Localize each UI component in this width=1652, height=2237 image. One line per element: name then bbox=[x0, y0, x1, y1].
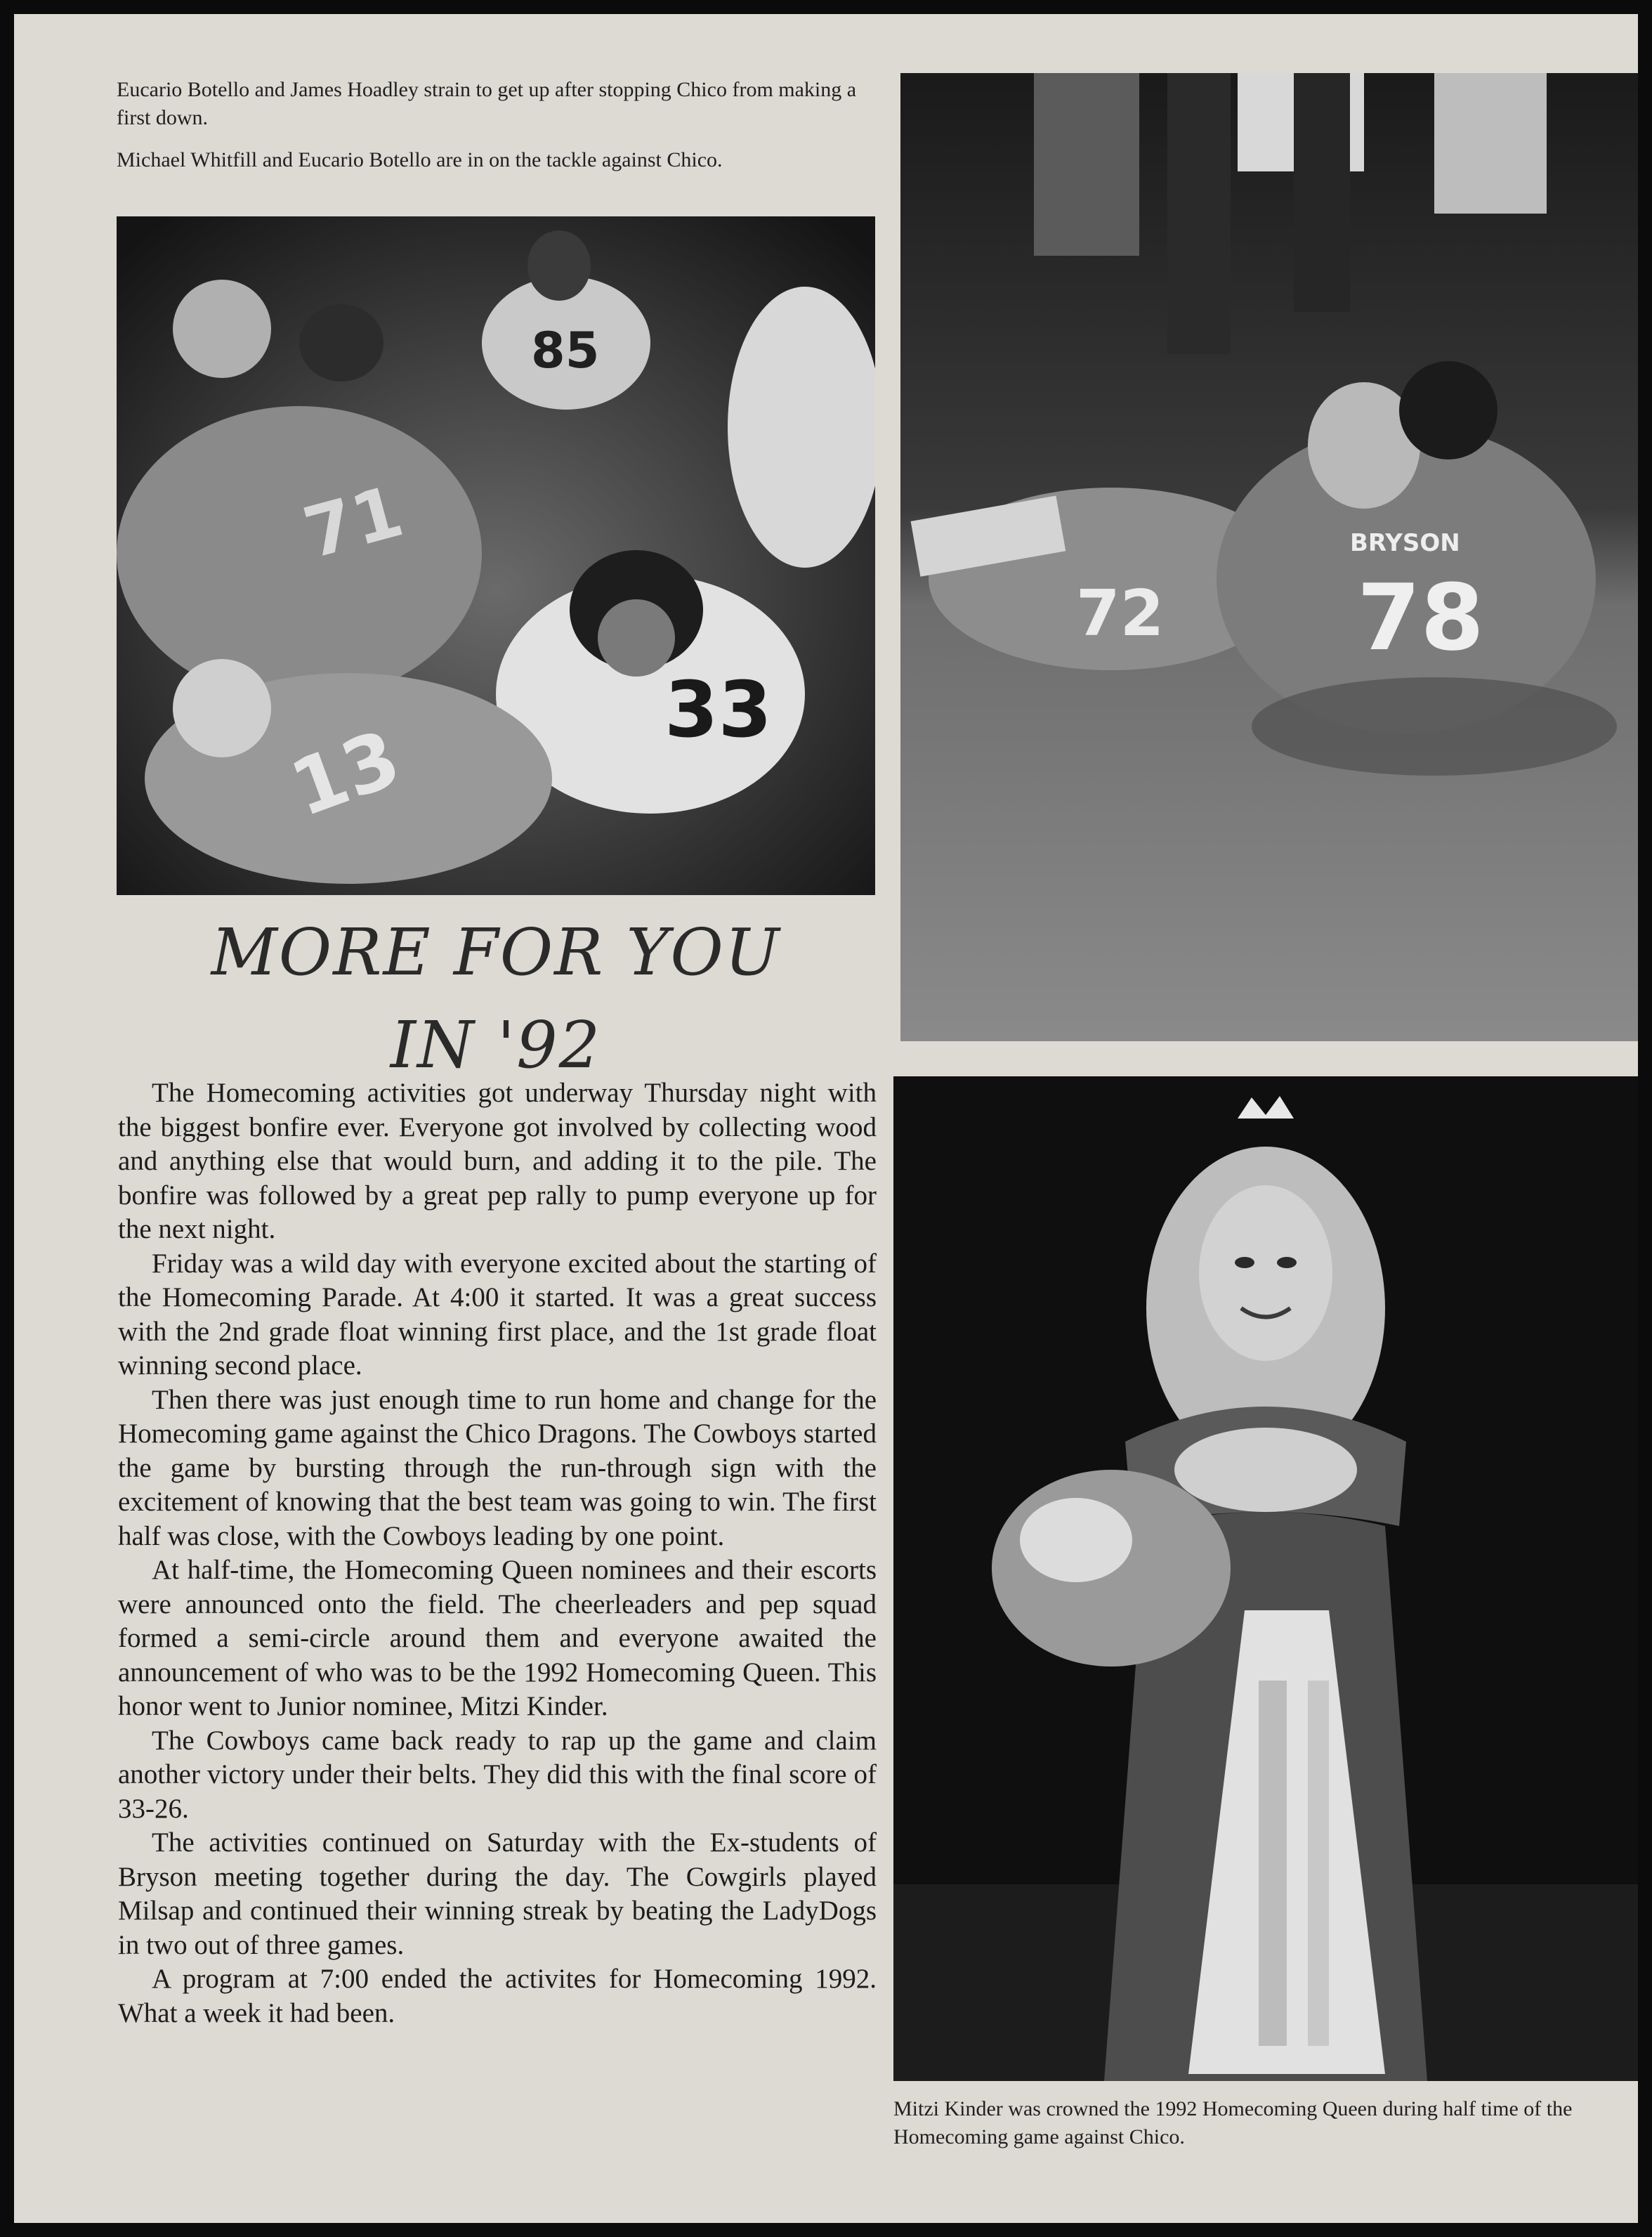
story-body bbox=[118, 1076, 877, 2030]
story-paragraph: A program at 7:00 ended the activites for Homecoming 1992. What a week it had been. bbox=[118, 1964, 877, 2028]
jersey-number-red-kneeling: 78 bbox=[1357, 564, 1484, 671]
jersey-number-red-b: 13 bbox=[279, 712, 412, 835]
jersey-number-red-left: 72 bbox=[1076, 577, 1165, 651]
jersey-number-white-front: 33 bbox=[664, 665, 773, 755]
headline-line-1: MORE FOR YOU bbox=[211, 915, 781, 990]
field-players-photo bbox=[900, 73, 1638, 1041]
jersey-text: BRYSON bbox=[1350, 529, 1460, 557]
jersey-number-white-back: 85 bbox=[531, 322, 600, 379]
caption-top-left-2: Michael Whitfill and Eucario Botello are in on the tackle against Chico. bbox=[117, 148, 723, 171]
homecoming-queen-photo bbox=[893, 1076, 1638, 2081]
yearbook-page bbox=[14, 14, 1638, 2223]
jersey-number-red-a: 71 bbox=[295, 469, 412, 575]
headline-line-2: IN '92 bbox=[390, 1007, 602, 1083]
story-paragraph: Then there was just enough time to run home and change for the Homecoming game against the Chico Dragons. The Cowboys started the game by bursting through the run-through sign with the excitement of knowing that the best team was going to win. The first half was close, with the Cowboys leading by one point. bbox=[118, 1384, 877, 1551]
story-paragraph: The activities continued on Saturday with the Ex-students of Bryson meeting together during the day. The Cowgirls played Milsap and continued their winning streak by beating the LadyDogs in two out of three games. bbox=[118, 1827, 877, 1960]
caption-top-left-1: Eucario Botello and James Hoadley strain to get up after stopping Chico from making a first down. bbox=[117, 78, 857, 129]
caption-queen: Mitzi Kinder was crowned the 1992 Homecoming Queen during half time of the Homecoming game against Chico. bbox=[893, 2097, 1573, 2148]
pileup-tackle-photo bbox=[117, 216, 875, 895]
story-paragraph: Friday was a wild day with everyone excited about the starting of the Homecoming Parade. At 4:00 it started. It was a great success with the 2nd grade float winning first place, and the 1st grade float winning second place. bbox=[118, 1248, 877, 1381]
story-headline bbox=[117, 906, 875, 1092]
story-paragraph: At half-time, the Homecoming Queen nominees and their escorts were announced onto the field. The cheerleaders and pep squad formed a semi-circle around them and everyone awaited the announcement of who was to be the 1992 Homecoming Queen. This honor went to Junior nominee, Mitzi Kinder. bbox=[118, 1555, 877, 1721]
story-paragraph: The Homecoming activities got underway Thursday night with the biggest bonfire ever. Everyone got involved by collecting wood and anything else that would burn, and adding it to the pile. The bonfire was followed by a great pep rally to pump everyone up for the next night. bbox=[118, 1078, 877, 1244]
story-paragraph: The Cowboys came back ready to rap up the game and claim another victory under their belts. They did this with the final score of 33-26. bbox=[118, 1725, 877, 1824]
